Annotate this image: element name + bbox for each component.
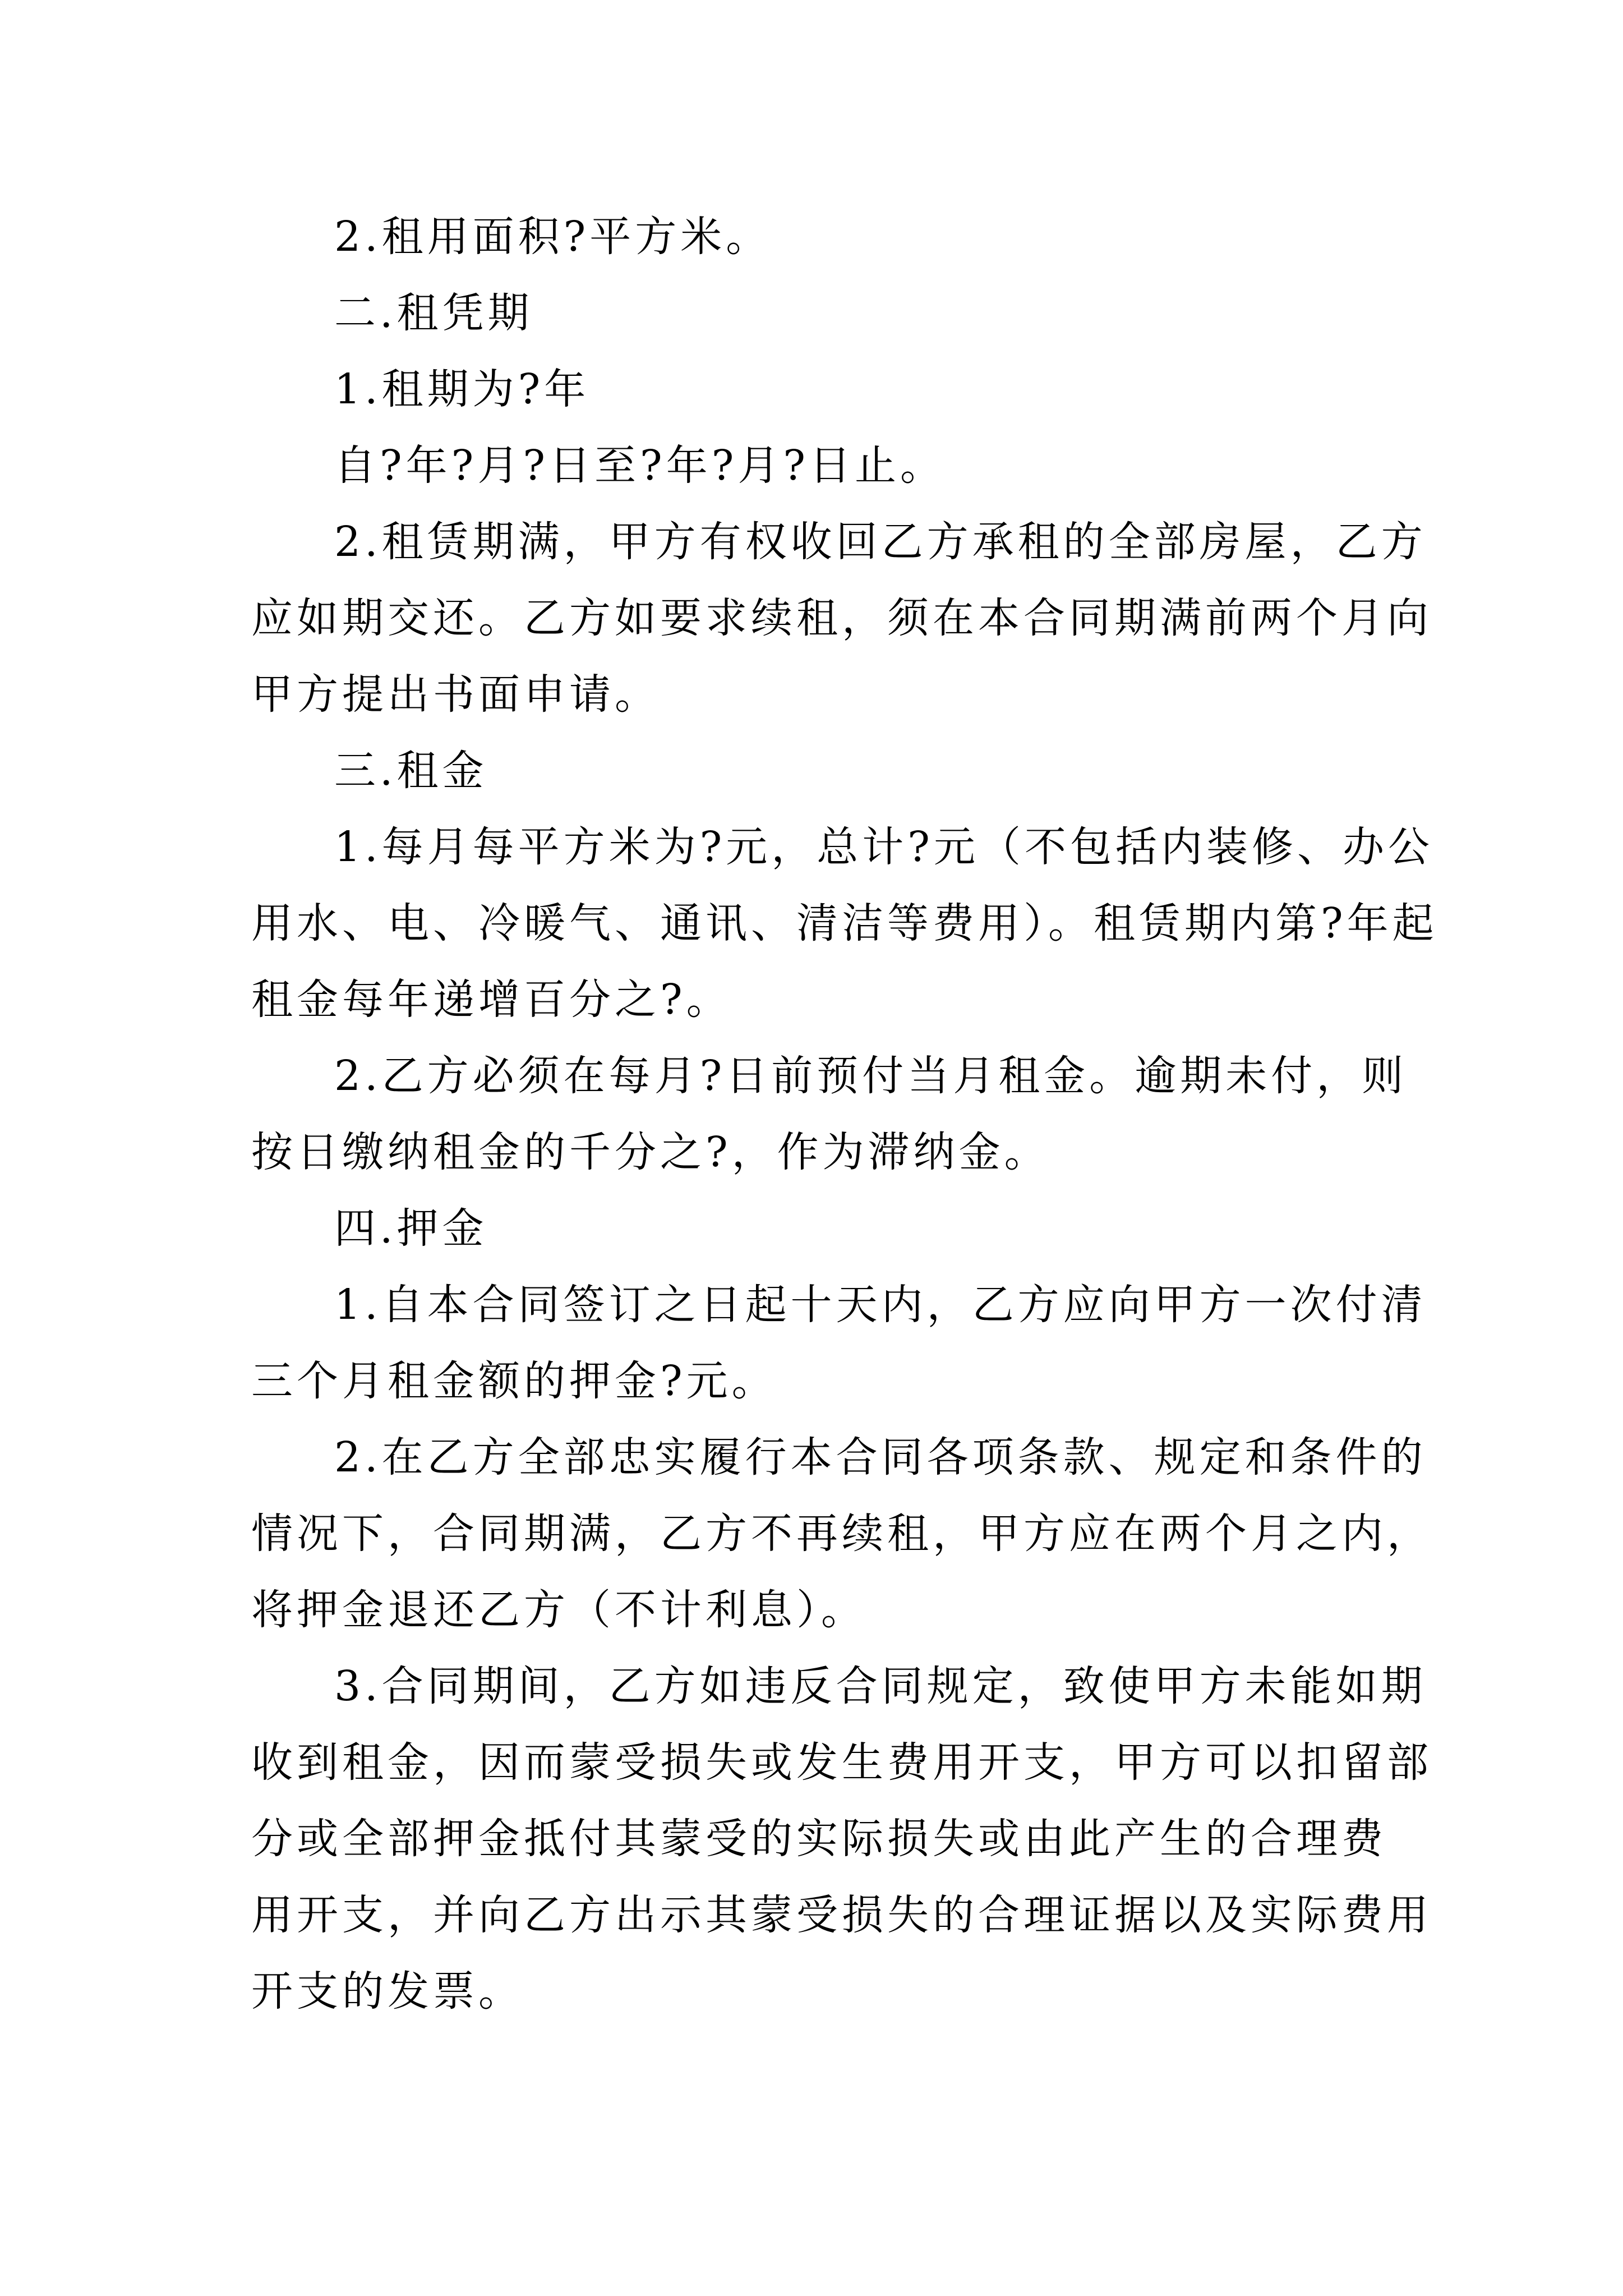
text-line: 应如期交还。乙方如要求续租，须在本合同期满前两个月向 [251, 594, 1432, 642]
text-line: 1.自本合同签订之日起十天内，乙方应向甲方一次付清 [334, 1281, 1427, 1329]
text-line: 1.每月每平方米为?元，总计?元（不包括内装修、办公 [334, 823, 1433, 871]
text-line: 收到租金，因而蒙受损失或发生费用开支，甲方可以扣留部 [251, 1738, 1432, 1787]
text-line: 三个月租金额的押金?元。 [251, 1357, 777, 1405]
text-line: 用水、电、冷暖气、通讯、清洁等费用）。租赁期内第?年起 [251, 899, 1438, 947]
text-line: 2.乙方必须在每月?日前预付当月租金。逾期未付，则 [334, 1052, 1408, 1100]
text-line: 将押金退还乙方（不计利息）。 [251, 1586, 866, 1634]
text-line: 1.租期为?年 [334, 365, 590, 413]
text-line: 自?年?月?日至?年?月?日止。 [334, 441, 946, 490]
section-heading: 四.押金 [334, 1204, 488, 1253]
text-line: 分或全部押金抵付其蒙受的实际损失或由此产生的合理费 [251, 1815, 1387, 1863]
text-line: 按日缴纳租金的千分之?，作为滞纳金。 [251, 1128, 1050, 1176]
text-line: 2.租用面积?平方米。 [334, 213, 772, 261]
text-line: 3.合同期间，乙方如违反合同规定，致使甲方未能如期 [334, 1662, 1427, 1710]
text-line: 用开支，并向乙方出示其蒙受损失的合理证据以及实际费用 [251, 1891, 1432, 1939]
text-line: 2.租赁期满，甲方有权收回乙方承租的全部房屋，乙方 [334, 518, 1427, 566]
text-line: 2.在乙方全部忠实履行本合同各项条款、规定和条件的 [334, 1433, 1427, 1481]
text-line: 情况下，合同期满，乙方不再续租，甲方应在两个月之内， [251, 1510, 1432, 1558]
section-heading: 三.租金 [334, 747, 488, 795]
text-line: 开支的发票。 [251, 1967, 524, 2016]
text-line: 甲方提出书面申请。 [251, 670, 660, 719]
contract-text [251, 199, 1438, 2030]
text-line: 租金每年递增百分之?。 [251, 976, 732, 1024]
section-heading: 二.租凭期 [334, 289, 533, 337]
